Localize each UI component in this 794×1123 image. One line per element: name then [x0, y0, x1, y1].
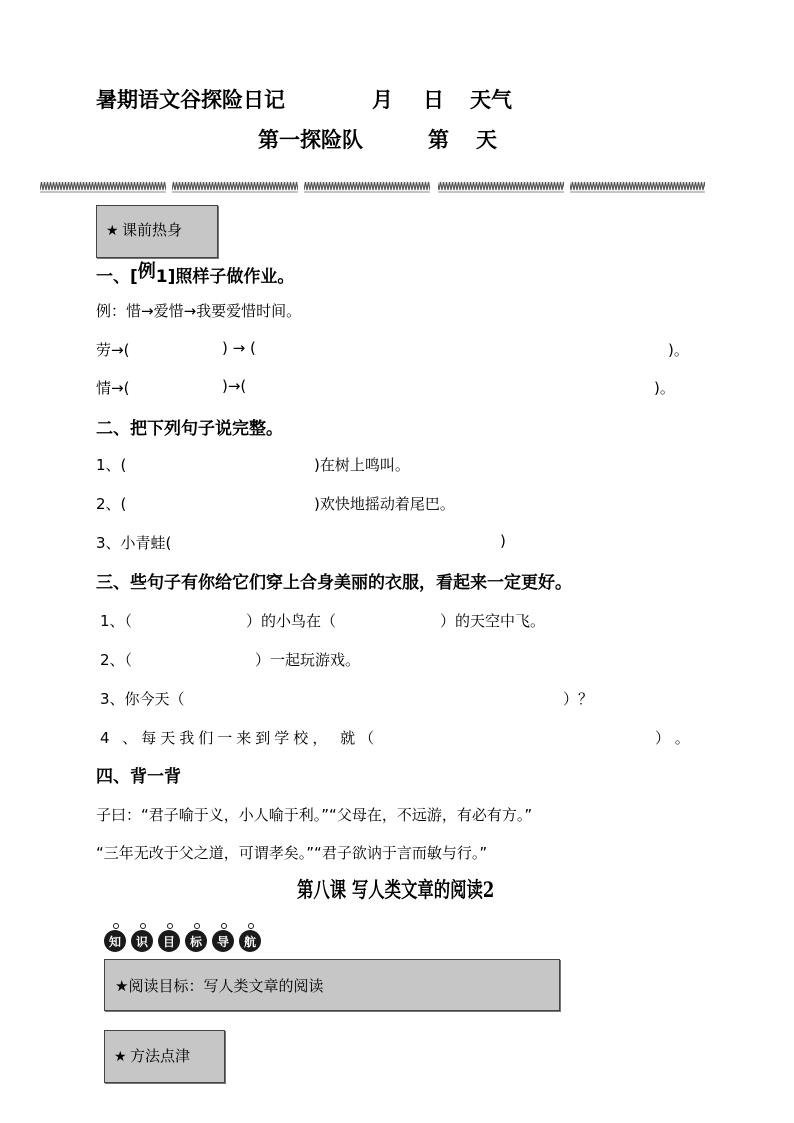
section1-title: 一、[例1]照样子做作业。	[96, 261, 295, 287]
warmup-label: 课前热身	[122, 221, 183, 239]
s2-item3-open: 3、小青蛙(	[96, 534, 172, 552]
section2-title: 二、把下列句子说完整。	[96, 419, 283, 439]
row1-end: )。	[668, 341, 689, 359]
s3-item1-a: 1、（	[100, 612, 133, 630]
s3-item1-c: ）的天空中飞。	[440, 612, 546, 630]
section3-title: 三、些句子有你给它们穿上合身美丽的衣服，看起来一定更好。	[96, 573, 572, 593]
reading-goal-box	[104, 959, 560, 1011]
nav-char: 识	[131, 930, 153, 952]
s2-item2-close: )欢快地摇动着尾巴。	[314, 495, 455, 513]
warmup-box	[96, 205, 218, 258]
s3-item4-b: ） 。	[655, 729, 690, 747]
reading-goal-label: ★阅读目标：写人类文章的阅读	[115, 977, 324, 995]
recite-line-2: “三年无改于父之道，可谓孝矣。”“君子欲讷于言而敏与行。”	[96, 844, 488, 862]
weather-label: 天气	[470, 87, 512, 112]
row2-middle: )→(	[222, 377, 247, 395]
s3-item3-b: ）？	[563, 690, 594, 708]
s3-item4-a: 4 、每天我们一来到学校， 就（	[100, 729, 379, 747]
team-label: 第一探险队	[258, 127, 363, 152]
section4-title: 四、背一背	[96, 767, 181, 787]
row1-middle: ) → (	[222, 339, 256, 357]
section1-example: 例：惜→爱惜→我要爱惜时间。	[96, 302, 302, 320]
star-icon: ★	[114, 1049, 127, 1065]
s2-item2-open: 2、(	[96, 495, 127, 513]
lesson-title: 第八课 写人类文章的阅读2	[297, 877, 495, 902]
s3-item3-a: 3、你今天（	[100, 690, 185, 708]
diary-title: 暑期语文谷探险日记	[96, 87, 285, 112]
day-label: 日	[423, 87, 444, 112]
day-number-suffix: 天	[476, 127, 497, 152]
month-label: 月	[372, 87, 393, 112]
s3-item2-b: ）一起玩游戏。	[255, 651, 361, 669]
day-number-prefix: 第	[428, 127, 449, 152]
s3-item1-b: ）的小鸟在（	[246, 612, 337, 630]
row1-start: 劳→(	[96, 341, 130, 359]
s2-item1-close: )在树上鸣叫。	[314, 456, 410, 474]
decorative-divider	[40, 178, 705, 194]
nav-char: 导	[212, 930, 234, 952]
s2-item3-close: )	[500, 532, 506, 550]
row2-end: )。	[654, 379, 675, 397]
method-box	[104, 1030, 225, 1083]
nav-char: 标	[185, 930, 207, 952]
recite-line-1: 子曰：“君子喻于义，小人喻于利。”“父母在，不远游，有必有方。”	[96, 806, 533, 824]
nav-char: 目	[158, 930, 180, 952]
nav-char: 知	[104, 930, 126, 952]
row2-start: 情→(	[96, 379, 130, 397]
s3-item2-a: 2、（	[100, 651, 133, 669]
method-label: 方法点津	[130, 1047, 191, 1065]
nav-char: 航	[239, 930, 261, 952]
s2-item1-open: 1、(	[96, 456, 127, 474]
star-icon: ★	[106, 223, 119, 239]
